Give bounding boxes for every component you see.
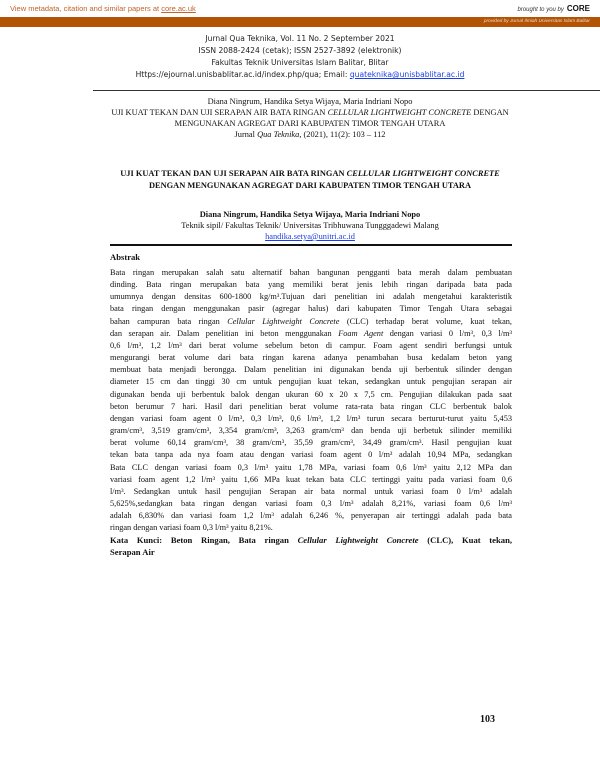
abstract-line: membuat bata menjadi berongga. Dalam penelitian ini digunakan benda uji berbentuk silinder dengan xyxy=(110,365,512,375)
citation-journal-prefix: Jurnal xyxy=(234,130,258,139)
brought-text: brought to you by xyxy=(517,7,564,13)
abstract-line: Bata ringan merupakan salah satu alternatif bahan bangunan pengganti bata merah dalam pembuatan xyxy=(110,268,512,277)
citation-journal-name: Qua Teknika xyxy=(257,130,300,139)
abstract-body xyxy=(110,267,512,534)
journal-faculty: Fakultas Teknik Universitas Islam Balitar, Blitar xyxy=(211,58,389,67)
core-prefix: View metadata, citation and similar papers at xyxy=(10,4,162,13)
core-link[interactable]: core.ac.uk xyxy=(161,4,196,13)
abstract-line: Bata CLC dengan variasi foam 0,3 l/m³ yaitu 1,78 MPa, variasi foam 0,6 l/m³ yaitu 2,12 MPa dan xyxy=(110,462,512,472)
abstract-line: 0,6 l/m³, 1,2 l/m³ dari berat volume sebelum beton di campur. Foam agent sendiri berfungsi untuk xyxy=(110,340,512,350)
core-logo: CORE xyxy=(566,4,590,13)
citation-title xyxy=(100,107,520,129)
paper-authors: Diana Ningrum, Handika Setya Wijaya, Maria Indriani Nopo xyxy=(199,210,421,219)
journal-contact xyxy=(0,70,600,79)
page-number: 103 xyxy=(480,714,495,725)
core-banner xyxy=(0,0,600,17)
paper-title-b: CELLULAR LIGHTWEIGHT CONCRETE xyxy=(346,169,500,178)
journal-volume: Jurnal Qua Teknika, Vol. 11 No. 2 September 2021 xyxy=(205,34,395,43)
abstract-line: digunakan benda uji berbentuk balok dengan ukuran 60 x 20 x 7,5 cm. Pengujian dilakukan pada saat xyxy=(110,389,512,399)
paper-title-a: UJI KUAT TEKAN DAN UJI SERAPAN AIR BATA RINGAN xyxy=(120,169,347,178)
core-brand xyxy=(518,4,591,13)
abstract-line: 5,625%,sedangkan bata ringan dengan variasi foam 0,3 l/m³ adalah 8,21%, variasi foam 0,6 l/m³ xyxy=(110,498,512,508)
author-email-link[interactable]: handika.setya@unitri.ac.id xyxy=(265,232,355,241)
citation-title-c: DENGAN MENGUNAKAN AGREGAT DARI KABUPATEN TIMOR TENGAH UTARA xyxy=(174,108,509,128)
citation-authors: Diana Ningrum, Handika Setya Wijaya, Maria Indriani Nopo xyxy=(207,97,413,106)
keywords xyxy=(110,534,512,558)
core-metadata-link[interactable] xyxy=(10,4,196,13)
header-divider xyxy=(93,90,600,91)
citation-journal-suffix: , (2021), 11(2): 103 – 112 xyxy=(299,130,386,139)
citation-title-a: UJI KUAT TEKAN DAN UJI SERAPAN AIR BATA RINGAN xyxy=(111,108,328,117)
journal-issn: ISSN 2088-2424 (cetak); ISSN 2527-3892 (elektronik) xyxy=(198,46,402,55)
abstract-line: l/m³. Sedangkan untuk hasil pengujian Serapan air bata normal untuk variasi foam 0 l/m³ adalah xyxy=(110,486,512,496)
abstract-line: ringan dengan variasi foam 0,3 l/m³ yaitu 8,21%. xyxy=(110,523,273,533)
abstract-line: variasi foam agent 1,2 l/m³ yaitu 1,66 MPa kuat tekan bata CLC tertinggi yaitu pada variasi foam 0,6 xyxy=(110,474,512,484)
abstract-line: dinding. Bata ringan merupakan bata yang memiliki berat jenis lebih ringan daripada bata pada xyxy=(110,280,512,290)
author-block xyxy=(100,209,520,242)
abstract-line: mengurangi berat volume dari bata ringan karena adanya penambahan busa kedalam beton yang xyxy=(110,353,512,363)
abstract-line: adalah 6,830% dan variasi foam 1,2 l/m³ adalah 6,246 %, penyerapan air tertinggi adalah pada bata xyxy=(110,511,512,521)
citation-block xyxy=(100,96,520,140)
abstract-line: umumnya dengan densitas 600-1800 kg/m³.Tujuan dari penelitian ini adalah mengetahui karakteristik xyxy=(110,292,512,302)
abstract-heading: Abstrak xyxy=(110,252,141,262)
keywords-line-1: Kata Kunci: Beton Ringan, Bata ringan Cellular Lightweight Concrete (CLC), Kuat tekan, xyxy=(110,535,512,545)
keywords-line-2: Serapan Air xyxy=(110,547,155,557)
paper-title xyxy=(105,168,515,192)
abstract-line: gram/cm³, 3,519 gram/cm³, 3,354 gram/cm³, 3,263 gram/cm³ dan benda uji berbetuk silinder memiliki xyxy=(110,426,512,436)
provider-text: provided by Jurnal Ilmiah Universitas Islam Balitar xyxy=(483,19,590,24)
abstract-line: berat volume 60,14 gram/cm³, 38 gram/cm³, 35,59 gram/cm³, 34,49 gram/cm³. Hasil pengujian kuat xyxy=(110,438,512,448)
abstract-line: dan serapan air. Dalam penelitian ini beton menggunakan Foam Agent dengan variasi 0 l/m³, 0,3 l/m³ xyxy=(110,328,512,338)
paper-title-c: DENGAN MENGUNAKAN AGREGAT DARI KABUPATEN TIMOR TENGAH UTARA xyxy=(148,181,472,190)
abstract-divider xyxy=(110,244,512,246)
abstract-line: dengan variasi foam agent 0 l/m³, 0,3 l/m³, 0,6 l/m³, 1,2 l/m³ turun secara berturut-turut yaitu 5,453 xyxy=(110,413,512,423)
journal-url: Https://ejournal.unisbablitar.ac.id/index.php/qua; Email: xyxy=(135,70,350,79)
abstract-line: diameter 15 cm dan tinggi 30 cm untuk pengujian kuat tekan, sedangkan untuk pengujian serapan air xyxy=(110,377,512,387)
citation-journal xyxy=(100,129,520,140)
paper-affiliation: Teknik sipil/ Fakultas Teknik/ Universitas Tribhuwana Tungggadewi Malang xyxy=(181,221,439,230)
citation-title-b: CELLULAR LIGHTWEIGHT CONCRETE xyxy=(327,108,472,117)
abstract-line: bahan campuran bata ringan Cellular Lightweight Concrete (CLC) terhadap berat volume, kuat tekan, xyxy=(110,316,512,326)
abstract-line: beton berumur 7 hari. Hasil dari penelitian berat volume rata-rata bata ringan CLC berbentuk balok xyxy=(110,401,512,411)
journal-email-link[interactable]: quateknika@unisbablitar.ac.id xyxy=(349,70,465,79)
abstract-line: bata ringan dengan menggunakan pasir (agregar halus) dari kabupaten Timor Tengah Utara sebagai xyxy=(110,304,512,314)
abstract-line: tekan bata tanpa ada nya foam atau dengan variasi foam agent 0 l/m³ adalah 10,94 MPa, sedangkan xyxy=(110,450,512,460)
